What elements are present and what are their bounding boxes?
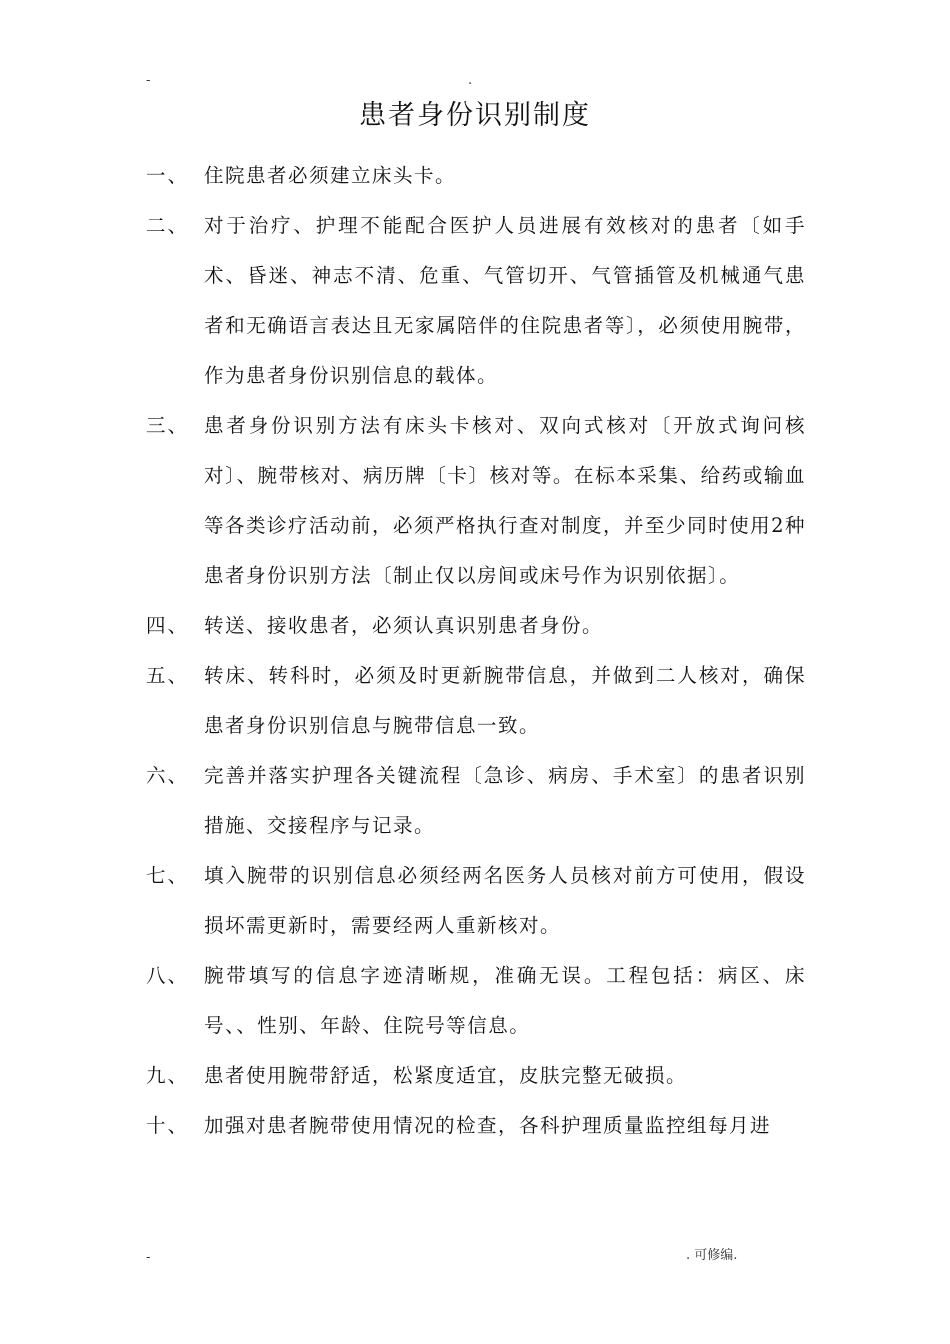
rule-text: 填入腕带的识别信息必须经两名医务人员核对前方可使用，假设损坏需更新时，需要经两人重新核对。: [204, 864, 806, 937]
rule-item: [146, 401, 806, 601]
rule-number: 六、: [146, 764, 190, 787]
rule-text: 患者使用腕带舒适，松紧度适宜，皮肤完整无破损。: [204, 1064, 688, 1087]
document-title: 患者身份识别制度: [359, 100, 591, 131]
rules-list: [146, 151, 806, 1151]
rule-number: 一、: [146, 164, 190, 187]
rule-number: 三、: [146, 414, 190, 437]
rule-item: [146, 1101, 806, 1151]
rule-text: 腕带填写的信息字迹清晰规，准确无误。工程包括：病区、床号、、性别、年龄、住院号等信息。: [204, 964, 806, 1037]
rule-item: [146, 151, 806, 201]
rule-text: 对于治疗、护理不能配合医护人员进展有效核对的患者〔如手术、昏迷、神志不清、危重、气管切开、气管插管及机械通气患者和无确语言表达且无家属陪伴的住院患者等〕，必须使用腕带，作为患者身份识别信息的载体。: [204, 214, 806, 387]
header-center-mark: .: [468, 73, 473, 88]
rule-number: 四、: [146, 614, 190, 637]
rule-text: 转送、接收患者，必须认真识别患者身份。: [204, 614, 604, 637]
rule-text: 完善并落实护理各关键流程〔急诊、病房、手术室〕的患者识别措施、交接程序与记录。: [204, 764, 806, 837]
header-left-mark: -: [146, 73, 151, 88]
rule-item: [146, 601, 806, 651]
footer-left-mark: -: [146, 1250, 151, 1265]
rule-text: 患者身份识别方法有床头卡核对、双向式核对〔开放式询问核对〕、腕带核对、病历牌〔卡〕核对等。在标本采集、给药或输血等各类诊疗活动前，必须严格执行查对制度，并至少同时使用2种患者身份识别方法〔制止仅以房间或床号作为识别依据〕。: [204, 414, 806, 587]
rule-number: 九、: [146, 1064, 190, 1087]
rule-text: 转床、转科时，必须及时更新腕带信息，并做到二人核对，确保患者身份识别信息与腕带信息一致。: [204, 664, 806, 737]
rule-item: [146, 751, 806, 851]
footer-editable-note: . 可修编.: [686, 1248, 738, 1263]
rule-number: 十、: [146, 1114, 190, 1137]
rule-number: 七、: [146, 864, 190, 887]
rule-item: [146, 651, 806, 751]
rule-number: 五、: [146, 664, 190, 687]
rule-item: [146, 201, 806, 401]
rule-number: 二、: [146, 214, 190, 237]
rule-number: 八、: [146, 964, 190, 987]
rule-item: [146, 951, 806, 1051]
rule-text: 加强对患者腕带使用情况的检查，各科护理质量监控组每月进: [204, 1114, 772, 1137]
rule-text: 住院患者必须建立床头卡。: [204, 164, 457, 187]
rule-item: [146, 851, 806, 951]
rule-item: [146, 1051, 806, 1101]
